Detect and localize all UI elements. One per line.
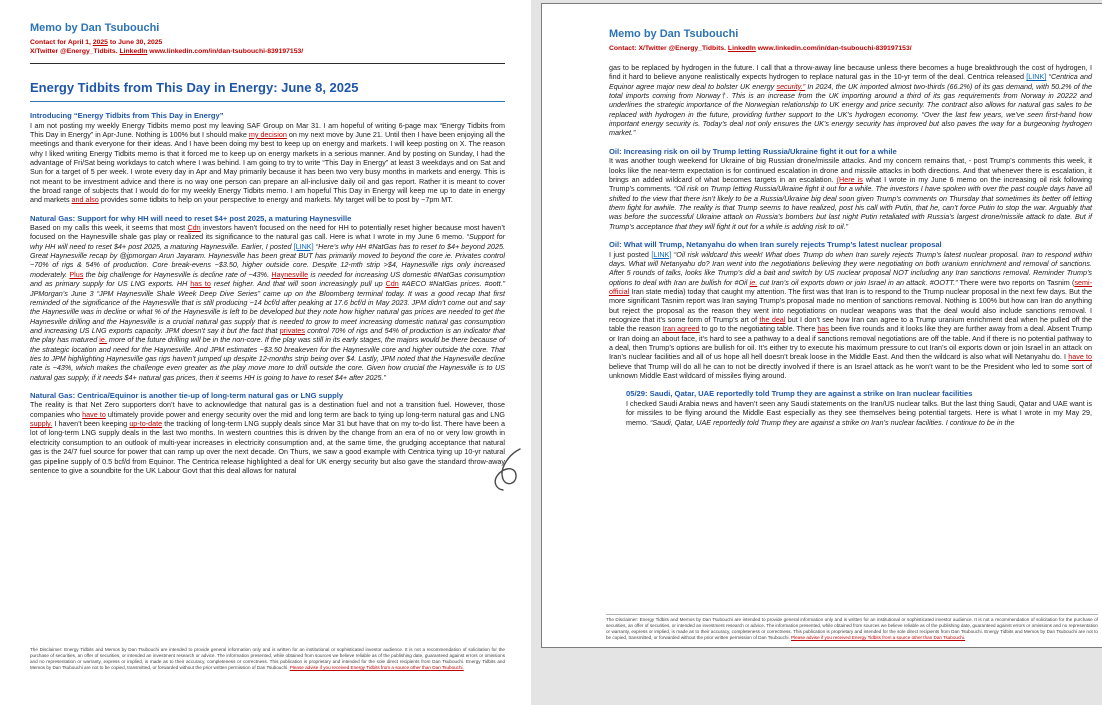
text-segment: have to <box>1068 352 1093 362</box>
text-segment: provides some tidbits to help on your perspective to energy and markets. My target will be to post by ~7pm MT. <box>98 195 453 205</box>
text-segment: Please advise if you received Energy Tidbits from a source other than Dan Tsubouchi. <box>791 635 966 640</box>
text-segment: on my next move by June 21. Until then I have been enjoying all the meetings and thank everyone for their ideas. And I have been doing my best to keep up on energy and markets. I will keep posting on X. The reason why I liked writing Energy Tidbits memo is that it forced me to keep up on energy markets in a serious manner. And by posting on Sunday, I had the advantage of Fri/Sat being workdays to catch where I was behind. I am going to try to write “This Day in Energy” at least 3 weekdays and on Sat and Sun for a target of 5 per week. I wrote every day in Apr and May primarily because it has been two very busy months in markets and energy. This is not meant to be investment advice and there is no way one person can prepare an all-inclusive daily oil and gas report. Rather it is meant to cover the broad range of subjects that I would do for my weekly Energy Tidbits memo. I am hopeful This Day in Energy will keep me up to date in energy and markets <box>30 129 506 205</box>
memo-page-2 <box>541 3 1102 648</box>
text-segment: control 70% of rigs and 54% of production is an indicator that the play has matured <box>30 325 505 345</box>
page1-contact-period <box>30 38 505 47</box>
text-segment: In 2024, the UK imported almost two-thirds (66.2%) of its gas demand, with 50.2% of the total imports coming from Norway†. This is an increase from the UK importing around a third of its gas requirements from Norway in 20222 and underlines the strategic importance of the Norwegian relationship to UK energy and price security. The contract also allows for natural gas sales to be replaced with hydrogen in the future, providing further support to the UK’s hydrogen economy. “Over the last few years, we’ve seen first-hand how important energy security is. Today’s deal not only ensures the UK’s energy security has improved but also paves the way for a burgeoning hydrogen market.” <box>609 81 1093 138</box>
heading-oil-iran: Oil: What will Trump, Netanyahu do when Iran surely rejects Trump’s latest nuclear proposal <box>609 240 942 249</box>
text-segment: Iran agreed <box>662 324 700 334</box>
text-segment: LinkedIn <box>119 48 148 55</box>
text-segment: reset higher. And that will soon increasingly pull up <box>210 279 386 289</box>
text-segment: gas to be replaced by hydrogen in the future. I call that a throw-away line because unless there becomes a huge breakthrough the cost of hydrogen, I find it hard to believe anyone realistically expects hydrogen to replace natural gas in the 10-yr term of the deal. Centrica released <box>609 63 1092 82</box>
para-introducing <box>30 121 505 205</box>
heading-saudi-qatar-uae: 05/29: Saudi, Qatar, UAE reportedly told Trump they are against a strike on Iran nuclear facilities <box>626 389 973 399</box>
page2-disclaimer <box>606 614 1098 641</box>
text-segment: “Here’s why HH #NatGas has to reset to $4+ beyond 2025. Great Haynesville recap by @jpmorgan Arun Jayaram. Haynesville has been great BUT has primarily moved to beyond the core ie. Privates control ~70% of rigs & 54% of production. Core break-evens ~$3.50, higher outside core. Despite 12-mth strip >$4, Haynesville rigs only increased moderately. <box>30 241 505 279</box>
inline-link[interactable]: [LINK] <box>651 249 672 259</box>
text-segment: and also <box>71 195 99 205</box>
text-segment: ultimately provide power and energy security over the mid and long term are back to tying up long-term natural gas and LNG <box>105 409 506 419</box>
text-segment: 2025 <box>92 39 108 46</box>
text-segment: up-to-date <box>129 419 163 429</box>
page1-memo-title: Memo by Dan Tsubouchi <box>30 22 160 34</box>
text-segment: the tracking of long-term LNG supply deals since Mar 31 but have that on my to-do list. There have been a lot of long-term LNG supply deals in the last two months. In western countries this is driven by the change from an era of no or very low growth in electricity consumption to an outlook of multi-year increases in electricity consumption and, at the same time, the grudging acceptance that natural gas is the 24/7 fuel source for power that can ramp up over the next decade. On Thurs, we saw a good example with Centrica tying up 10-yr natural gas pipeline supply of 0.5 bcf/d from Equinor. The Centrica release highlighted a deal for UK energy security but also gave the standard throw-away sentence to give a soundbite for the UK Labour Govt that this deal allows for natural <box>30 419 506 475</box>
text-segment: supply. <box>30 419 53 429</box>
text-segment: Based on my calls this week, it seems that most <box>30 223 188 233</box>
page2-contact-links[interactable] <box>609 44 1092 53</box>
text-segment: the big challenge for Haynesville is decline rate of ~43%. <box>83 269 272 279</box>
text-segment: “Support for why HH will need to reset $4+ post 2025, a maturing Haynesville. Earlier, I posted <box>30 232 505 251</box>
text-segment: #AECO #NatGas prices. #oott.” JPMorgan’s June 3 “JPM Haynesville Shale Week Deep Dive Series” came up on the Bloomberg terminal today. It was a good recap that first reminded of the significance of the Haynesville that is still producing ~14 bcf/d after peaking at 17.6 bcf/d in May 2023. JPM didn’t come out and say the Haynesville was in decline or what % of the Haynesville is left to be developed but they note how higher natural gas prices are needed to get the Haynesville drilling and the Haynesville is a crucial natural gas supply that is needed to grow to meet increasing domestic natural gas consumption and increasing US LNG exports capacity. JPM doesn’t say it but the fact that <box>30 279 506 335</box>
text-segment: the deal <box>759 314 786 324</box>
text-segment: what I wrote in my June 6 memo on the increasing oil risk following Trump’s comments. <box>609 174 1092 194</box>
text-segment: ie. <box>749 277 758 287</box>
text-segment: have to <box>82 409 106 419</box>
inline-link[interactable]: [LINK] <box>1026 72 1047 82</box>
page2-memo-title: Memo by Dan Tsubouchi <box>609 28 739 40</box>
text-segment: (Here is <box>836 174 863 184</box>
text-segment: my decision <box>248 129 287 139</box>
text-segment: “Oil risk on Trump letting Russia/Ukraine fight it out for a while. The investors I have spoken with over the past couple days have all shifted to the view that there isn’t likely to be a Russia/Ukraine big deal soon given Trump’s comments on Thursday that sometimes its better off letting them fight for awhile. The reality is that Trump seems to have realized, post his call with Putin, that he, can’t force Putin to stop the war. Arguably that was before the successful Ukraine attack on Russia’s bombers but last night Putin retaliated with Russia’s largest drone/missile attack to date. But if Trump’s acceptance that they will fight it out for a while is adding risk to oil.” <box>609 184 1092 231</box>
text-segment: I am not posting my weekly Energy Tidbits memo post my leaving SAF Group on Mar 31. I am hopeful of writing 6-page max “Energy Tidbits from This Day in Energy” in Apr-June. Nothing is 100% but I should make <box>30 120 505 139</box>
text-segment: Contact for April 1, <box>30 39 93 46</box>
doc-title: Energy Tidbits from This Day in Energy: June 8, 2025 <box>30 80 505 102</box>
text-segment: I checked Saudi Arabia news and haven’t seen any Saudi statements on the Iran/US nuclear talks. But the last thing Saudi, Qatar and UAE want is for missiles to be flying around the Middle East especially as they see themselves being potential targets. Here is what I wrote in my May 29, memo. <box>626 398 1092 427</box>
text-segment: “Saudi, Qatar, UAE reportedly told Trump they are against a strike on Iran’s nuclear facilities. I continue to be in the <box>649 417 1015 427</box>
inline-link[interactable]: [LINK] <box>293 241 314 251</box>
para-saudi-qatar-uae <box>626 399 1092 427</box>
text-segment: The Disclaimer: Energy Tidbits and Memos by Dan Tsubouchi are intended to provide general information only and is written for an institutional or sophisticated investor audience. It is not a recommendation of solicitation for the purchase of securities, an offer of securities, or intended an investment research or advice. The information presented, while obtained from sources we believe reliable as of the publishing date, guaranteed against errors or omissions and no representation or warranty, express or implied, is made as to their accuracy, completeness or correctness. This publication is proprietary and intended for the sole direct recipients from Dan Tsubouchi. Energy Tidbits and Memos by Dan Tsubouchi are not to be copied, transmitted, or forwarded without the prior written permission of Dan Tsubouchi. <box>30 647 505 670</box>
text-segment: investors haven’t focused on the need for HH to potentially reset higher because most haven’t focused on the Haynesville shale gas play or realized its significance to the natural gas call. Here is what I wrote in my June 6 memo. <box>30 223 506 242</box>
para-oil-iran <box>609 250 1092 381</box>
page1-contact-links[interactable] <box>30 47 505 56</box>
heading-natgas-centrica: Natural Gas: Centrica/Equinor is another tie-up of long-term natural gas or LNG supply <box>30 390 344 400</box>
heading-natgas-haynesville: Natural Gas: Support for why HH will need to reset $4+ post 2025, a maturing Haynesville <box>30 213 352 223</box>
text-segment: has <box>817 324 829 334</box>
text-segment: I haven’t been keeping <box>52 419 130 429</box>
para-centrica-continued <box>609 63 1092 138</box>
text-segment: to go to the negotiating table. There <box>699 324 818 334</box>
header-divider <box>30 63 505 64</box>
text-segment: Cdn <box>385 279 399 289</box>
text-segment: I just posted <box>609 249 652 259</box>
text-segment: but I don’t see how Iran can agree to a Trump uranium enrichment deal when he pulled off the table the reason <box>609 314 1092 334</box>
text-segment: ie. <box>99 335 107 345</box>
text-segment: semi-official <box>609 277 1093 296</box>
text-segment: cut Iran’s oil exports down or join Israel in an attack. #OOTT.” <box>757 277 958 287</box>
text-segment: to June 30, 2025 <box>107 39 163 46</box>
text-segment: LinkedIn <box>727 45 756 52</box>
para-natgas-haynesville <box>30 223 505 382</box>
text-segment: www.linkedin.com/in/dan-tsubouchi-839197153/ <box>147 48 304 55</box>
text-segment: The Disclaimer: Energy Tidbits and Memos by Dan Tsubouchi are intended to provide general information only and is written for an institutional or sophisticated investor audience. It is not a recommendation of solicitation for the purchase of securities, an offer of securities, or intended an investment research or advice. The information presented, while obtained from sources we believe reliable as of the publishing date, guaranteed against errors or omissions and no representation or warranty, express or implied, is made as to their accuracy, completeness or correctness. This publication is proprietary and intended for the sole direct recipients from Dan Tsubouchi. Energy Tidbits and Memos by Dan Tsubouchi are not to be copied, transmitted, or forwarded without the prior written permission of Dan Tsubouchi. <box>606 617 1098 640</box>
heading-oil-russia-ukraine: Oil: Increasing risk on oil by Trump letting Russia/Ukraine fight it out for a while <box>609 146 897 156</box>
text-segment: been five rounds and it looks like they are further away from a deal. Absent Trump or Iran doing an about face, it’s hard to see a pathway to a deal if sanctions removal negotiations are off the table. And if there is no potential pathway to a deal, then Trump’s options are bullish for oil. It’s either try to execute his maximum pressure to cut Iran’s oil exports down or join Israel in an attack on Iran’s nuclear facilities and all of us hope all hell doesn’t break loose in the Middle East. And then the wildcard is also what will Netanyahu do. I <box>609 324 1093 362</box>
text-segment: X/Twitter @Energy_Tidbits. <box>30 48 120 55</box>
text-segment: more of the future drilling will be in the non-core. If the play was still in its early stages, the majors would be there because of the strategic location and need for the Haynesville. And JPM estimates ~$3.50 breakeven for the Haynesville core and higher outside the core. That ties to JPM highlighting Haynesville gas rigs haven’t jumped up despite 12-months strip being over $4. Lastly, JPM noted that the Haynesville decline rate is ~43%, which makes the challenge even greater as the play move more to drill outside the core. Given how crucial the Haynesville is to US natural gas supply, if it needs $4+ natural gas prices, then it seems HH is going to have to reset $4+ after 2025.” <box>30 335 505 382</box>
para-oil-russia-ukraine <box>609 156 1092 231</box>
heading-introducing: Introducing “Energy Tidbits from This Day in Energy” <box>30 111 224 120</box>
text-segment: has to <box>190 279 211 289</box>
text-segment: “Centrica and Equinor agree major new deal to bolster UK energy <box>609 72 1092 91</box>
text-segment: privates <box>279 325 305 335</box>
page1-disclaimer <box>30 647 505 671</box>
text-segment: There were two reports on Tasnim ( <box>957 277 1075 287</box>
memo-page-1 <box>0 0 531 705</box>
para-natgas-centrica <box>30 400 505 475</box>
text-segment: It was another tough weekend for Ukraine of big Russian drone/missile attacks. And my concern remains that, - post Trump’s comments this week, it looks like the near-term expectation is for continued escalation in drone and missile attacks in both directions. And that whenever there is escalation, it brings an added wildcard of what becomes targets in an escalation. <box>609 156 1092 184</box>
text-segment: is needed for increasing US domestic #NatGas consumption and as primary supply for US LNG exports. HH <box>30 269 506 289</box>
text-segment: Contact: X/Twitter @Energy_Tidbits. <box>609 45 728 52</box>
text-segment: Iran state media) today that caught my attention. The first was that Iran is to respond to the Trump nuclear proposal in the next few days. But the more significant Tasnim report was Iran saying Trump’s proposal made no mention of sanctions removal. Nothing is 100% but how can Iran do anything but reject the proposal as the reason they went into negotiations on nuclear weapons was that the deal would also include sanctions removal. I recognize that it’s some form of Trump’s art of <box>609 286 1092 324</box>
text-segment: “Oil risk wildcard this week! What does Trump do when Iran surely rejects Trump’s latest nuclear proposal. Iran to respond within days. What will Netanyahu do? Iran went into the negotiations believing they were negotiating on both uranium enrichment and removal of sanctions. After 5 rounds of talks, looks like Trump’s did a bait and switch by US nuclear proposal NOT including any Iran sanctions removal. Reminder Trump’s options to deal with Iran are bullish for #Oil <box>609 249 1092 287</box>
handwritten-mark <box>490 445 532 495</box>
text-segment: Plus <box>69 269 84 279</box>
text-segment: believe that Trump will do all he can to not be directly involved if there is an Israel attack as he won’t want to be the President who led to some sort of unknown Middle East wildcard of missiles flying around. <box>609 361 1092 380</box>
text-segment: Haynesville <box>271 269 309 279</box>
text-segment: The reality is that Net Zero supporters don’t have to acknowledge that natural gas is a destination fuel and not a transition fuel. However, those companies who <box>30 400 505 419</box>
text-segment: security.” <box>776 81 806 91</box>
text-segment: Please advise if you received Energy Tidbits from a source other than Dan Tsubouchi. <box>289 665 464 670</box>
text-segment: Cdn <box>187 223 201 233</box>
text-segment: www.linkedin.com/in/dan-tsubouchi-839197153/ <box>755 45 912 52</box>
